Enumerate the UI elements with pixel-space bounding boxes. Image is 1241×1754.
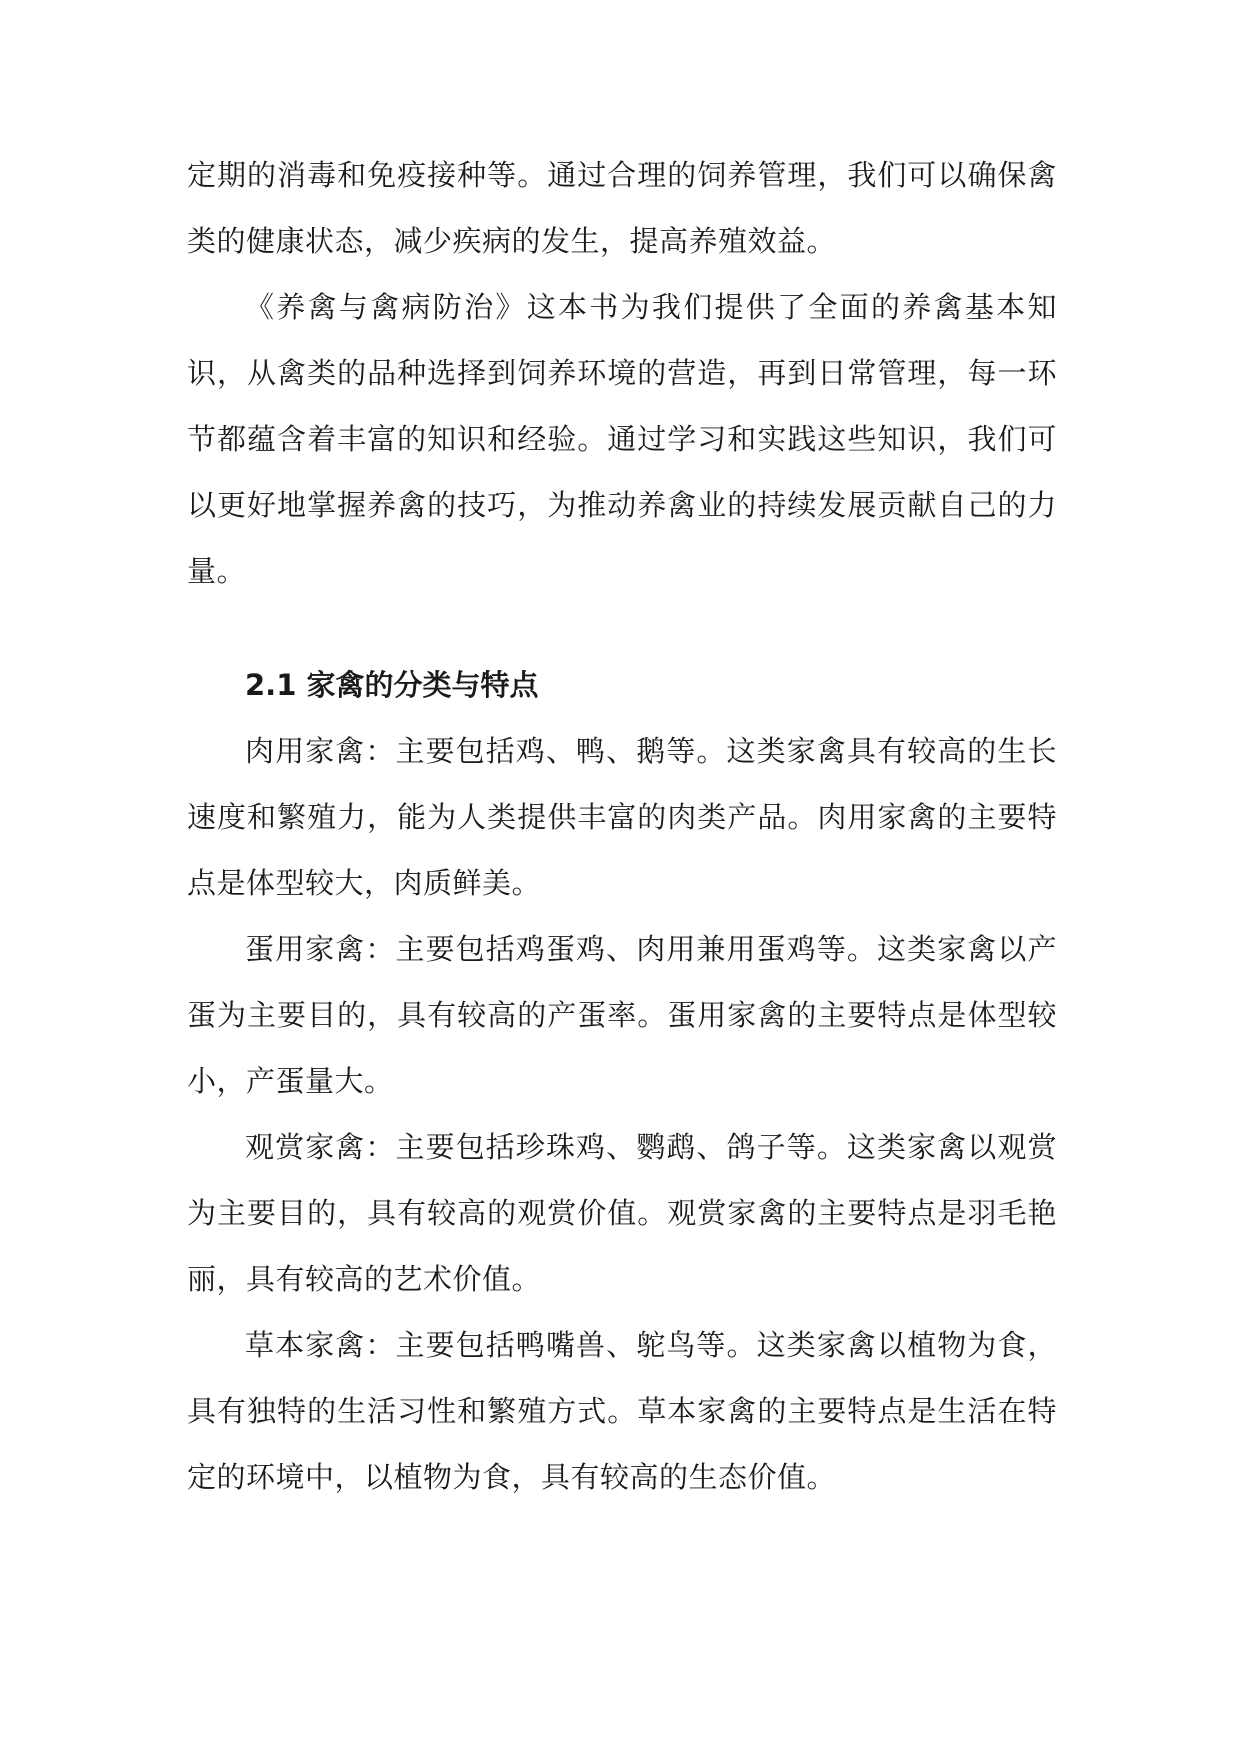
paragraph-herbivorous-poultry: 草本家禽：主要包括鸭嘴兽、鸵鸟等。这类家禽以植物为食，具有独特的生活习性和繁殖方式。草本家禽的主要特点是生活在特定的环境中，以植物为食，具有较高的生态价值。 [187, 1328, 1057, 1494]
section-heading: 2.1 家禽的分类与特点 [245, 668, 539, 702]
section-spacer [187, 604, 1057, 652]
paragraph-meat-poultry: 肉用家禽：主要包括鸡、鸭、鹅等。这类家禽具有较高的生长速度和繁殖力，能为人类提供丰富的肉类产品。肉用家禽的主要特点是体型较大，肉质鲜美。 [187, 734, 1057, 900]
paragraph-book-summary: 《养禽与禽病防治》这本书为我们提供了全面的养禽基本知识，从禽类的品种选择到饲养环境的营造，再到日常管理，每一环节都蕴含着丰富的知识和经验。通过学习和实践这些知识，我们可以更好地掌握养禽的技巧，为推动养禽业的持续发展贡献自己的力量。 [187, 290, 1057, 588]
paragraph-continuation: 定期的消毒和免疫接种等。通过合理的饲养管理，我们可以确保禽类的健康状态，减少疾病的发生，提高养殖效益。 [187, 158, 1057, 258]
paragraph-ornamental-poultry: 观赏家禽：主要包括珍珠鸡、鹦鹉、鸽子等。这类家禽以观赏为主要目的，具有较高的观赏价值。观赏家禽的主要特点是羽毛艳丽，具有较高的艺术价值。 [187, 1130, 1057, 1296]
paragraph-egg-poultry: 蛋用家禽：主要包括鸡蛋鸡、肉用兼用蛋鸡等。这类家禽以产蛋为主要目的，具有较高的产蛋率。蛋用家禽的主要特点是体型较小，产蛋量大。 [187, 932, 1057, 1098]
document-page [187, 142, 1057, 1510]
